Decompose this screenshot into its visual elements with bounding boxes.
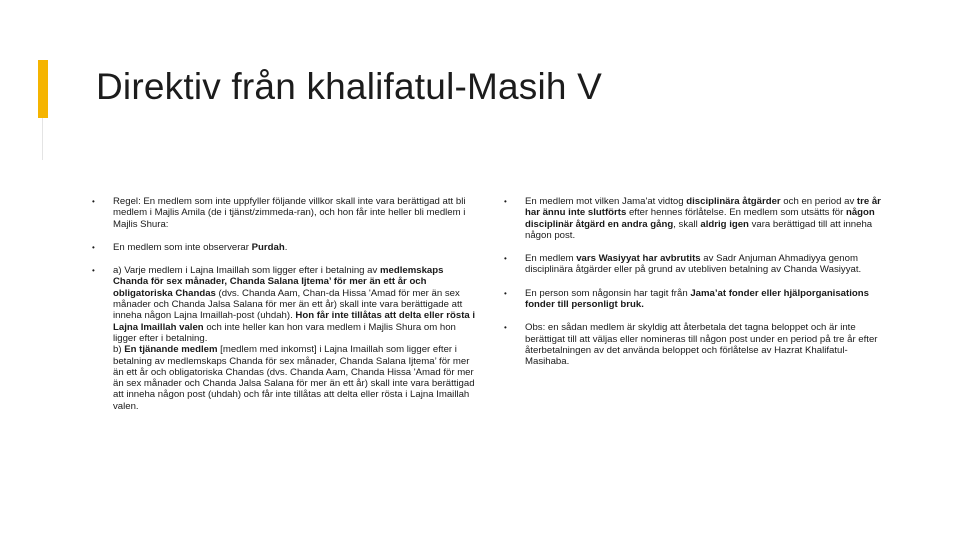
list-item: [92, 265, 477, 412]
text: av Sadr Anjuman Ahmadiyya genom disciplinära åtgärder eller på grund av utebliven betalning av Chanda Wasiyyat.: [525, 253, 862, 276]
text: och en period av: [780, 196, 857, 207]
note-text: Obs: en sådan medlem är skyldig att återbetala det tagna beloppet och är inte berättigat till att väljas eller nomineras till någon post under en period på tre år efter återbetalningen av det använda beloppet och förlåtelse av Hazrat Khalifatul-Masihaba.: [525, 322, 878, 368]
bullet-marker: •: [92, 242, 95, 252]
list-item: [504, 196, 882, 241]
text: , skall: [673, 218, 701, 230]
list-item: [92, 242, 477, 253]
right-bullet-list: [504, 196, 882, 380]
bullet-marker: •: [504, 197, 507, 206]
text: [medlem med inkomst] i Lajna Imaillah som ligger efter i betalning av medlemskaps Chanda för sex månader, Chanda Salana Ijtema’ för mer än ett år och obligatoriska Chandas (dvs. Chanda Aam, Chanda Hissa 'Amad för mer än sex månader och Chanda Jalsa Salana för mer än ett år) skall inte vara berättigad att inneha någon post (uhdah) och får inte tillåtas att delta eller rösta i Lajna Imaillah valen.: [113, 344, 475, 412]
text: a) Varje medlem i Lajna Imaillah som ligger efter i betalning av: [113, 265, 380, 277]
text: efter hennes förlåtelse. En medlem som utsätts för: [626, 207, 846, 219]
bullet-marker: •: [504, 288, 507, 298]
text: (dvs. Chanda Aam, Chan-da Hissa 'Amad för mer än sex månader och Chanda Jalsa Salana för mer än ett år) skall inte vara berättigade att inneha någon Lajna Imaillah-post (uhdah).: [113, 287, 463, 322]
bullet-marker: •: [504, 323, 507, 333]
bold-text: Hon får inte tillåtas att delta eller rösta i Lajna Imaillah valen: [113, 310, 476, 333]
text: b): [113, 344, 125, 356]
text: vara berättigad till att inneha någon post.: [525, 218, 873, 241]
bullet-marker: •: [92, 197, 95, 206]
left-bullet-list: [92, 196, 477, 424]
rule-text: Regel: En medlem som inte uppfyller följande villkor skall inte vara berättigad att bli medlem i Majlis Amila (de i tjänst/zimmeda-ran), och hon får inte heller bli medlem i Majlis Shura:: [113, 196, 466, 230]
bold-text: någon disciplinär åtgärd en andra gång: [525, 207, 875, 230]
text: En medlem som inte observerar: [113, 241, 252, 253]
list-item: [504, 253, 882, 276]
text: En medlem: [525, 253, 577, 265]
bold-text: disciplinära åtgärder: [686, 196, 781, 207]
text: En person som någonsin har tagit från: [525, 287, 691, 299]
bold-text: tre år har ännu inte slutförts: [525, 196, 881, 219]
text: .: [284, 241, 288, 253]
bullet-marker: •: [92, 266, 95, 276]
bold-text: aldrig igen: [700, 218, 749, 230]
bold-text: Jama’at fonder eller hjälporganisations fonder till personligt bruk.: [525, 287, 869, 311]
bullet-marker: •: [504, 254, 507, 264]
divider-line: [42, 118, 43, 160]
bold-text: Purdah: [251, 241, 285, 253]
text: och inte heller kan hon vara medlem i Majlis Shura om hon ligger efter i betalning.: [113, 321, 456, 344]
bold-text: vars Wasiyyat har avbrutits: [576, 253, 701, 265]
list-item: [504, 288, 882, 311]
list-item: [92, 196, 477, 230]
bold-text: En tjänande medlem: [124, 344, 218, 356]
list-item: [504, 322, 882, 367]
bold-text: medlemskaps Chanda för sex månader, Chanda Salana Ijtema’ för mer än ett år och obligatoriska Chandas: [113, 265, 444, 299]
text: En medlem mot vilken Jama'at vidtog: [525, 196, 687, 207]
accent-bar: [38, 60, 48, 118]
slide-title: Direktiv från khalifatul-Masih V: [96, 66, 603, 107]
